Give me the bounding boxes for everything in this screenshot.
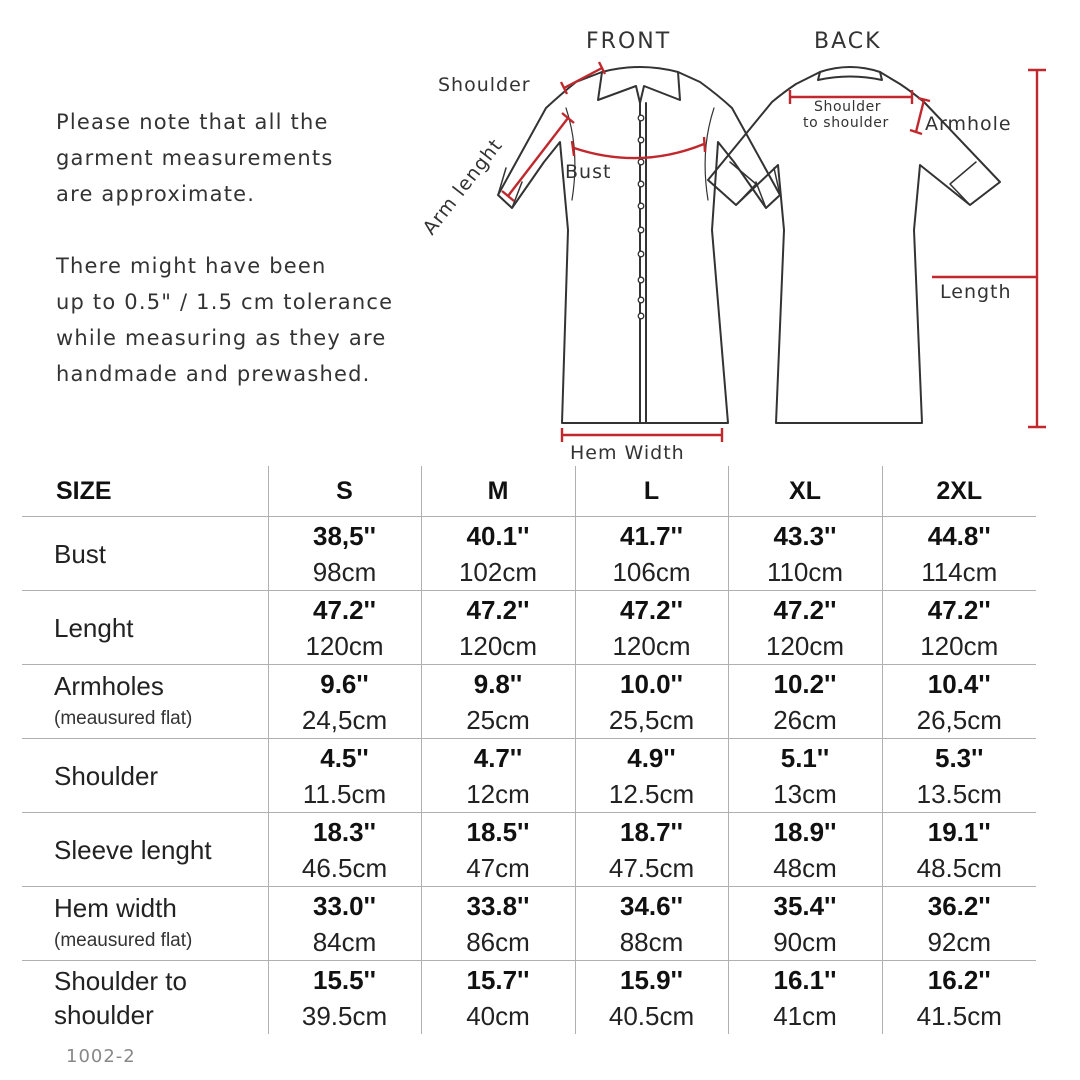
value-cm: 120cm xyxy=(765,630,845,661)
size-cell xyxy=(728,591,882,665)
table-row xyxy=(22,887,1036,961)
value-cm: 86cm xyxy=(466,926,530,957)
value-cm: 46.5cm xyxy=(301,852,388,883)
back-collar xyxy=(818,67,882,80)
table-row xyxy=(22,517,1036,591)
value-cm: 40.5cm xyxy=(608,1000,695,1031)
size-cell xyxy=(728,813,882,887)
table-header-row xyxy=(22,466,1036,517)
value-inches: 16.2'' xyxy=(927,964,991,995)
measurement-name: Shoulder to xyxy=(54,965,187,996)
bust-label: Bust xyxy=(565,161,612,183)
size-cell xyxy=(421,813,575,887)
value-inches: 36.2'' xyxy=(927,890,991,921)
size-cell xyxy=(421,739,575,813)
value-inches: 5.1'' xyxy=(780,742,830,773)
size-cell xyxy=(575,887,728,961)
value-inches: 10.2'' xyxy=(773,668,837,699)
front-collar xyxy=(598,67,680,103)
measurement-name: Lenght xyxy=(54,612,134,643)
size-cell xyxy=(728,517,882,591)
table-row xyxy=(22,665,1036,739)
table-row xyxy=(22,591,1036,665)
value-cm: 90cm xyxy=(773,926,837,957)
value-cm: 41.5cm xyxy=(916,1000,1002,1031)
value-inches: 18.5'' xyxy=(466,816,530,847)
size-cell xyxy=(575,665,728,739)
value-inches: 10.4'' xyxy=(927,668,991,699)
value-cm: 12cm xyxy=(466,778,530,809)
size-cell xyxy=(421,665,575,739)
column-header: L xyxy=(575,466,728,517)
column-header: SIZE xyxy=(22,466,268,517)
value-cm: 39.5cm xyxy=(301,1000,388,1031)
product-code: 1002-2 xyxy=(66,1046,136,1067)
measurement-name: Sleeve lenght xyxy=(54,834,212,865)
table-row xyxy=(22,961,1036,1035)
size-chart-table xyxy=(22,466,1036,1034)
value-inches: 47.2'' xyxy=(466,594,530,625)
value-inches: 33.0'' xyxy=(313,890,376,921)
value-cm: 120cm xyxy=(458,630,538,661)
row-label xyxy=(22,739,268,813)
size-cell xyxy=(728,887,882,961)
value-cm: 41cm xyxy=(773,1000,837,1031)
row-label xyxy=(22,591,268,665)
note-line: There might have been xyxy=(56,254,327,278)
measurement-name: Armholes xyxy=(54,670,164,701)
arm-length-measure xyxy=(508,118,568,196)
size-cell xyxy=(882,665,1036,739)
measurement-note: (meausured flat) xyxy=(54,929,193,951)
size-cell xyxy=(268,887,421,961)
value-cm: 47cm xyxy=(466,852,530,883)
value-inches: 47.2'' xyxy=(927,594,991,625)
garment-diagram xyxy=(0,0,1080,470)
value-cm: 26cm xyxy=(773,704,837,735)
value-cm: 114cm xyxy=(921,556,998,587)
size-cell xyxy=(421,517,575,591)
value-cm: 40cm xyxy=(466,1000,530,1031)
value-inches: 15.5'' xyxy=(313,964,376,995)
value-inches: 18.3'' xyxy=(313,816,376,847)
column-header: 2XL xyxy=(882,466,1036,517)
size-cell xyxy=(268,739,421,813)
size-cell xyxy=(882,739,1036,813)
row-label xyxy=(22,517,268,591)
shoulder-label: Shoulder xyxy=(438,74,531,96)
value-cm: 48.5cm xyxy=(916,852,1002,883)
value-inches: 35.4'' xyxy=(773,890,837,921)
row-label xyxy=(22,887,268,961)
size-cell xyxy=(728,739,882,813)
value-cm: 88cm xyxy=(619,926,684,957)
size-cell xyxy=(421,887,575,961)
value-cm: 106cm xyxy=(612,556,691,587)
shoulder-measure xyxy=(564,68,602,88)
size-cell xyxy=(268,591,421,665)
note-line: garment measurements xyxy=(56,146,334,170)
measurement-note: shoulder xyxy=(54,999,154,1030)
value-cm: 102cm xyxy=(458,556,538,587)
size-cell xyxy=(575,517,728,591)
shoulder-to-shoulder-label: to shoulder xyxy=(803,115,889,131)
value-inches: 10.0'' xyxy=(620,668,683,699)
value-inches: 5.3'' xyxy=(934,742,984,773)
column-header: M xyxy=(421,466,575,517)
size-cell xyxy=(575,961,728,1035)
size-cell xyxy=(268,813,421,887)
value-inches: 9.8'' xyxy=(473,668,523,699)
value-inches: 15.9'' xyxy=(620,964,683,995)
value-inches: 47.2'' xyxy=(773,594,837,625)
measurement-name: Hem width xyxy=(54,892,177,923)
value-cm: 25,5cm xyxy=(608,704,695,735)
size-cell xyxy=(728,665,882,739)
value-inches: 4.7'' xyxy=(473,742,523,773)
size-cell xyxy=(268,665,421,739)
value-cm: 11.5cm xyxy=(302,778,387,809)
value-inches: 33.8'' xyxy=(466,890,530,921)
value-cm: 84cm xyxy=(312,926,377,957)
size-cell xyxy=(882,887,1036,961)
measurement-name: Bust xyxy=(54,538,107,569)
value-cm: 26,5cm xyxy=(916,704,1002,735)
size-cell xyxy=(268,517,421,591)
table-row xyxy=(22,813,1036,887)
measurement-note: (meausured flat) xyxy=(54,707,193,729)
hem-width-label: Hem Width xyxy=(570,442,685,464)
value-cm: 13.5cm xyxy=(916,778,1002,809)
length-label: Length xyxy=(940,281,1012,303)
size-cell xyxy=(268,961,421,1035)
armhole-label: Armhole xyxy=(925,113,1012,135)
front-title: FRONT xyxy=(586,29,672,54)
value-inches: 16.1'' xyxy=(773,964,837,995)
value-cm: 98cm xyxy=(312,556,377,587)
column-header: XL xyxy=(728,466,882,517)
note-line: handmade and prewashed. xyxy=(56,362,371,386)
back-title: BACK xyxy=(814,29,882,54)
value-inches: 47.2'' xyxy=(620,594,683,625)
table-row xyxy=(22,739,1036,813)
value-inches: 18.7'' xyxy=(620,816,683,847)
value-inches: 47.2'' xyxy=(313,594,376,625)
size-cell xyxy=(882,517,1036,591)
value-cm: 47.5cm xyxy=(608,852,695,883)
size-cell xyxy=(882,961,1036,1035)
row-label xyxy=(22,665,268,739)
column-header: S xyxy=(268,466,421,517)
shoulder-to-shoulder-label: Shoulder xyxy=(814,99,882,115)
size-cell xyxy=(882,813,1036,887)
size-cell xyxy=(421,591,575,665)
size-cell xyxy=(575,739,728,813)
value-inches: 40.1'' xyxy=(466,520,530,551)
size-cell xyxy=(421,961,575,1035)
value-inches: 9.6'' xyxy=(320,668,369,699)
arm-length-label: Arm lenght xyxy=(418,134,508,240)
note-line: up to 0.5" / 1.5 cm tolerance xyxy=(56,290,394,314)
size-cell xyxy=(882,591,1036,665)
value-cm: 25cm xyxy=(466,704,530,735)
value-inches: 19.1'' xyxy=(927,816,991,847)
value-cm: 24,5cm xyxy=(301,704,388,735)
note-line: while measuring as they are xyxy=(56,326,387,350)
value-inches: 15.7'' xyxy=(466,964,530,995)
value-inches: 41.7'' xyxy=(620,520,683,551)
size-cell xyxy=(728,961,882,1035)
note-line: Please note that all the xyxy=(56,110,329,134)
value-cm: 120cm xyxy=(612,630,691,661)
value-inches: 44.8'' xyxy=(927,520,991,551)
value-inches: 43.3'' xyxy=(773,520,837,551)
value-cm: 110cm xyxy=(766,556,844,587)
value-inches: 4.5'' xyxy=(320,742,369,773)
value-cm: 120cm xyxy=(920,630,999,661)
row-label xyxy=(22,813,268,887)
size-cell xyxy=(575,813,728,887)
value-cm: 12.5cm xyxy=(608,778,695,809)
value-inches: 18.9'' xyxy=(773,816,837,847)
value-inches: 4.9'' xyxy=(627,742,676,773)
value-cm: 48cm xyxy=(773,852,837,883)
size-cell xyxy=(575,591,728,665)
value-cm: 13cm xyxy=(773,778,837,809)
note-line: are approximate. xyxy=(56,182,256,206)
measurement-name: Shoulder xyxy=(54,760,159,791)
value-cm: 120cm xyxy=(305,630,384,661)
row-label xyxy=(22,961,268,1035)
value-inches: 34.6'' xyxy=(620,890,683,921)
armhole-measure xyxy=(916,100,924,132)
value-inches: 38,5'' xyxy=(313,520,376,551)
value-cm: 92cm xyxy=(927,926,992,957)
